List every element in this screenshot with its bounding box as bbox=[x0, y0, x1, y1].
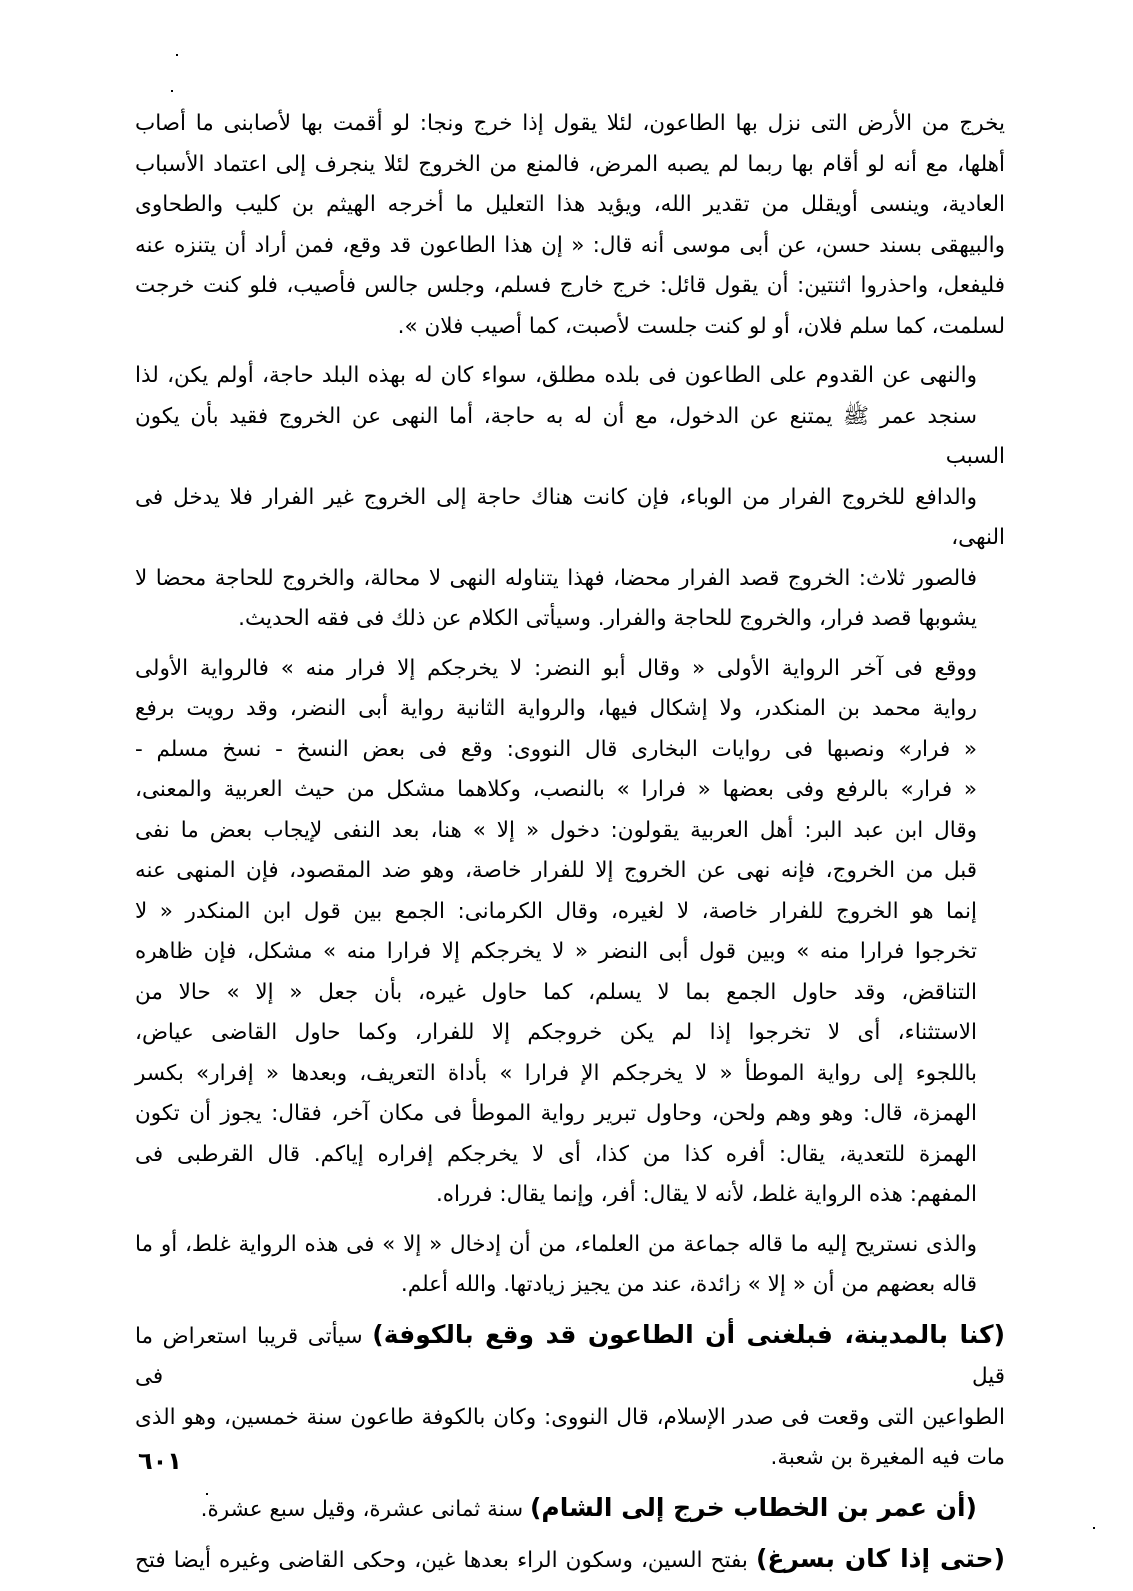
text-line: لسلمت، كما سلم فلان، أو لو كنت جلست لأصبت، كما أصيب فلان ». bbox=[397, 313, 1005, 339]
text-line: سنجد عمر ﷺ يمتنع عن الدخول، مع أن له به حاجة، أما النهى عن الخروج فقيد بأن يكون السبب bbox=[135, 403, 1005, 469]
lemma-heading: (أن عمر بن الخطاب خرج إلى الشام) bbox=[529, 1492, 977, 1522]
paragraph-3 bbox=[135, 649, 1005, 1216]
text-line: والذى نستريح إليه ما قاله جماعة من العلماء، من أن إدخال « إلا » فى هذه الرواية غلط، أو ما bbox=[135, 1231, 977, 1257]
text-line: والدافع للخروج الفرار من الوباء، فإن كانت هناك حاجة إلى الخروج غير الفرار فلا يدخل فى النهى، bbox=[135, 484, 1005, 550]
text-line: فالصور ثلاث: الخروج قصد الفرار محضا، فهذا يتناوله النهى لا محالة، والخروج للحاجة محضا لا bbox=[135, 565, 977, 591]
commentary-entry-2 bbox=[135, 1488, 1005, 1531]
paragraph-4 bbox=[135, 1225, 1005, 1306]
text-line: أهلها، مع أنه لو أقام بها ربما لم يصبه المرض، فالمنع من الخروج لئلا ينجرف إلى اعتماد الأسباب bbox=[135, 151, 1005, 177]
text-line: يخرج من الأرض التى نزل بها الطاعون، لئلا يقول إذا خرج ونجا: لو أقمت بها لأصابنى ما أصاب bbox=[135, 111, 1005, 136]
lemma-heading: (حتى إذا كان بسرغ) bbox=[755, 1544, 1005, 1573]
text-line: المفهم: هذه الرواية غلط، لأنه لا يقال: أفر، وإنما يقال: فرراه. bbox=[435, 1182, 977, 1207]
text-line: باللجوء إلى رواية الموطأ « لا يخرجكم الإ فرارا » بأداة التعريف، وبعدها « إفرار» بكسر bbox=[135, 1060, 977, 1086]
text-line: العادية، وينسى أويقلل من تقدير الله، ويؤيد هذا التعليل ما أخرجه الهيثم بن كليب والطحاوى bbox=[135, 192, 1005, 217]
text-line: ووقع فى آخر الرواية الأولى « وقال أبو النضر: لا يخرجكم إلا فرار منه » فالرواية الأولى bbox=[135, 655, 977, 681]
text-line bbox=[135, 1539, 1005, 1582]
text-line: رواية محمد بن المنكدر، ولا إشكال فيها، والرواية الثانية رواية أبى النضر، وقد رويت برفع bbox=[135, 696, 977, 721]
text-line: وقال ابن عبد البر: أهل العربية يقولون: دخول « إلا » هنا، بعد النفى لإيجاب بعض ما نفى bbox=[135, 817, 977, 843]
text-line: الطواعين التى وقعت فى صدر الإسلام، قال النووى: وكان بالكوفة طاعون سنة خمسين، وهو الذى bbox=[135, 1404, 1005, 1430]
text-line bbox=[135, 1488, 1005, 1531]
text-line: يشوبها قصد فرار، والخروج للحاجة والفرار. وسيأتى الكلام عن ذلك فى فقه الحديث. bbox=[238, 606, 977, 631]
text-line: الاستثناء، أى لا تخرجوا إذا لم يكن خروجكم إلا للفرار، وكما حاول القاضى عياض، bbox=[135, 1020, 977, 1045]
paragraph-1 bbox=[135, 104, 1005, 347]
entry-text: سنة ثمانى عشرة، وقيل سبع عشرة. bbox=[200, 1496, 530, 1522]
entry-text: بفتح السين، وسكون الراء بعدها غين، وحكى القاضى وغيره أيضا فتح bbox=[135, 1548, 756, 1573]
commentary-entry-3 bbox=[135, 1539, 1005, 1582]
text-line: إنما هو الخروج للفرار خاصة، لا لغيره، وقال الكرمانى: الجمع بين قول ابن المنكدر « لا bbox=[135, 898, 977, 924]
text-line: والبيهقى بسند حسن، عن أبى موسى أنه قال: « إن هذا الطاعون قد وقع، فمن أراد أن يتنزه عنه bbox=[135, 232, 1005, 258]
text-line: قبل من الخروج، فإنه نهى عن الخروج إلا للفرار خاصة، وهو ضد المقصود، فإن المنهى عنه bbox=[135, 858, 977, 883]
text-line: « فرار» ونصبها فى روايات البخارى قال النووى: وقع فى بعض النسخ - نسخ مسلم - bbox=[135, 736, 977, 762]
paragraph-2 bbox=[135, 356, 1005, 640]
lemma-heading: (كنا بالمدينة، فبلغنى أن الطاعون قد وقع بالكوفة) bbox=[372, 1319, 1006, 1349]
book-page-body bbox=[135, 104, 1005, 1591]
text-line: الهمزة للتعدية، يقال: أفره كذا من كذا، أى لا يخرجكم إفراره إياكم. قال القرطبى فى bbox=[135, 1141, 977, 1167]
text-line: « فرار» بالرفع وفى بعضها « فرارا » بالنصب، وكلاهما مشكل من حيث العربية والمعنى، bbox=[135, 777, 977, 802]
text-line: تخرجوا فرارا منه » وبين قول أبى النضر « لا يخرجكم إلا فرارا منه » مشكل، فإن ظاهره bbox=[135, 939, 977, 964]
commentary-entry-1 bbox=[135, 1315, 1005, 1479]
entry-text: سيأتى قريبا استعراض ما قيل فى bbox=[135, 1323, 1005, 1389]
page-number: ٦٠١ bbox=[138, 1447, 182, 1475]
text-line: مات فيه المغيرة بن شعبة. bbox=[770, 1445, 1005, 1470]
scan-speck bbox=[171, 90, 173, 92]
text-line: فليفعل، واحذروا اثنتين: أن يقول قائل: خرج خارج فسلم، وجلس جالس فأصيب، فلو كنت خرجت bbox=[135, 273, 1005, 298]
text-line bbox=[135, 1315, 1005, 1398]
text-line: الهمزة، قال: وهو وهم ولحن، وحاول تبرير رواية الموطأ فى مكان آخر، فقال: يجوز أن تكون bbox=[135, 1101, 977, 1126]
scan-speck bbox=[1093, 1527, 1095, 1529]
text-line: التناقض، وقد حاول الجمع بما لا يسلم، كما حاول غيره، بأن جعل « إلا » حالا من bbox=[135, 979, 977, 1005]
text-line: قاله بعضهم من أن « إلا » زائدة، عند من يجيز زيادتها. والله أعلم. bbox=[400, 1272, 977, 1297]
text-line: والنهى عن القدوم على الطاعون فى بلده مطلق، سواء كان له بهذه البلد حاجة، أولم يكن، لذا bbox=[135, 363, 977, 388]
scan-speck bbox=[176, 54, 178, 56]
scan-speck bbox=[206, 1493, 208, 1495]
